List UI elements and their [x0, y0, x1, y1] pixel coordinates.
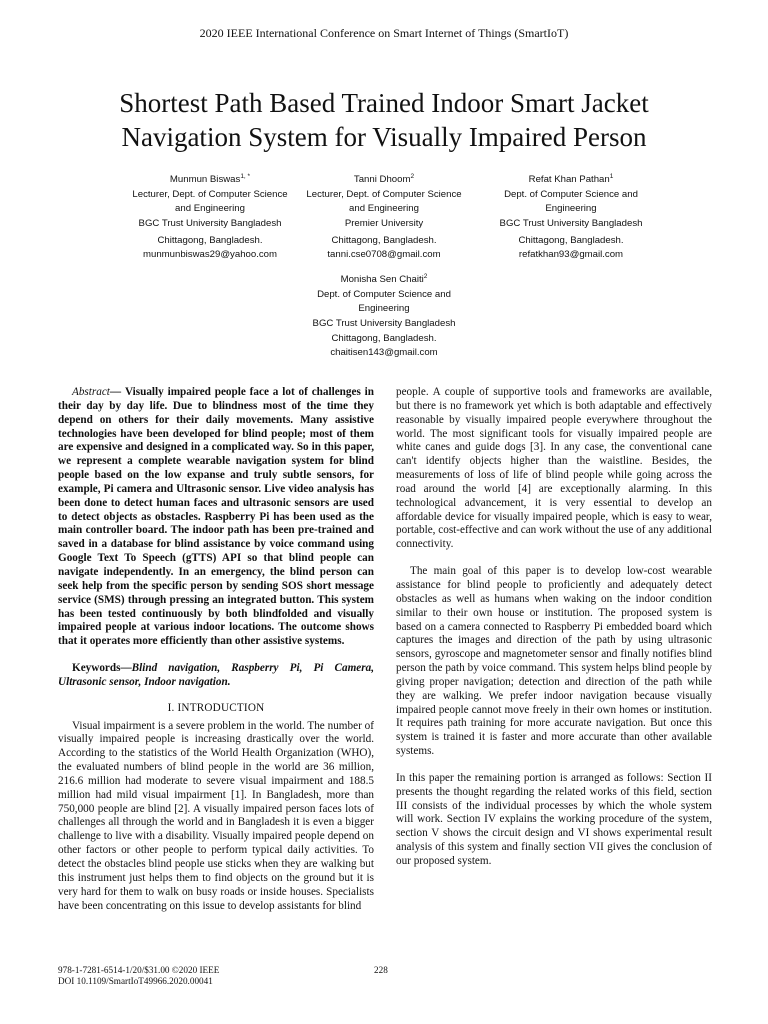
author-affiliation-line: and Engineering [349, 203, 419, 215]
author-name: Tanni Dhoom$^2$ [353, 173, 415, 186]
author-email: refatkhan93@gmail.com [518, 249, 624, 261]
author-affiliation-line: BGC Trust University Bangladesh [499, 217, 643, 229]
author-affiliation-line: Engineering [358, 303, 410, 315]
author-affiliation-line: Lecturer, Dept. of Computer Science [306, 188, 462, 200]
author-email: chaitisen143@gmail.com [330, 347, 438, 359]
goal-paragraph: The main goal of this paper is to develop low-cost wearable assistance for blind people to proficiently and adequately detect obstacles as well as humans when waking on the indoor condition similar to their own house or institution. The proposed system is based on a camera connected to Raspberry Pi embedded board which captures the images and direction of the path by using ultrasonic sensors, gyroscope and magnetometer sensor and finally notifies blind person the path by voice command. This system helps blind people by giving proper navigation; detection and direction of the path while they are walking. We prefer indoor navigation because visually impaired people cannot move freely in their own homes or institution. It requires path training for more accurate navigation. But once this system is trained it is faster and more accurate than other available systems. [396, 565, 712, 758]
author-email: tanni.cse0708@gmail.com [327, 249, 441, 261]
paper-title: Shortest Path Based Trained Indoor Smart Jacket Navigation System for Visually Impaired Person [119, 88, 649, 152]
abstract: Abstract— Visually impaired people face a lot of challenges in their day by day life. Due to blindness most of the time they depend on others for their daily movements. Many assistive technologies have been developed for blind people; most of them are expensive and designed in a complicated way. So in this paper, we represent a complete wearable navigation system for blind people based on the low expanse and truly subtle sensors, for example, Pi camera and Ultrasonic sensor. Live video analysis has been done to detect human faces and ultrasonic sensors are used to detect objects as obstacles. Raspberry Pi has been used as the main controller board. The indoor path has been pre-trained and saved in a database for blind assistance by voice command using Google Text To Speech (gTTS) API so that blind people can navigate independently. In an emergency, the blind person can seek help from the specific person by sending SOS short message service (SMS) through pressing an integrated button. This system has been tested continuously by both blindfolded and visually impaired people at various indoor locations. The outcome shows that it operates more efficiently than other assistive systems. [58, 386, 374, 648]
left-column [58, 386, 374, 913]
author-email: munmunbiswas29@yahoo.com [143, 249, 277, 261]
footer-isbn: 978-1-7281-6514-1/20/$31.00 ©2020 IEEE [58, 965, 220, 975]
author-city: Chittagong, Bangladesh. [331, 234, 437, 246]
conference-header: 2020 IEEE International Conference on Smart Internet of Things (SmartIoT) [199, 26, 569, 40]
intro-paragraph-continued: people. A couple of supportive tools and frameworks are available, but there is no framework yet which is both adaptable and effectively reasonable by visually impaired people everywhere throughout the world. The most significant tools for visually impaired people are white canes and guide dogs [3]. In any case, the conventional cane can't identify objects higher than the waistline. Besides, the measurements of loss of life of blind people while going across the road around the world [4] are exceptionally alarming. In this technological advancement, it is very essential to develop an affordable device for visually impaired people, which is easy to wear, portable, cost-effective and can work without the use of any additional connectivity. [396, 386, 712, 551]
author-affiliation-line: BGC Trust University Bangladesh [138, 217, 282, 229]
author-affiliation-line: Engineering [545, 203, 597, 215]
right-column [396, 386, 712, 869]
footer-doi: DOI 10.1109/SmartIoT49966.2020.00041 [58, 976, 213, 986]
author-affiliation-line: Dept. of Computer Science and [504, 188, 638, 200]
author-affiliation-line: Premier University [344, 217, 424, 229]
intro-paragraph: Visual impairment is a severe problem in the world. The number of visually impaired people is increasing drastically over the world. According to the statistics of the World Health Organization (WHO), the evaluated numbers of blind people in the world are 36 million, 216.6 million had moderate to severe visual impairment and 188.5 million had mild visual impairment [1]. In Bangladesh, more than 750,000 people are blind [2]. A visually impaired person faces lots of challenges all through the world and in Bangladesh it is even a bigger challenge to live with a disability. Visually impaired people depend on other factors or other people to perform typical daily activities. To detect the obstacles blind people use sticks when they are walking but this instrument just helps them to find objects on the ground but it is very hard for them to walk on busy roads or inside houses. Specialists have been concentrating on this issue to develop assistants for blind [58, 719, 374, 912]
keywords [58, 662, 374, 690]
keywords-label: Keywords— [72, 662, 132, 675]
author-name: Refat Khan Pathan$^1$ [528, 173, 614, 186]
author-city: Chittagong, Bangladesh. [157, 234, 263, 246]
page-number: 228 [374, 965, 388, 975]
footer-info [58, 965, 219, 987]
section-heading: I. INTRODUCTION [167, 701, 265, 714]
author-city: Chittagong, Bangladesh. [331, 332, 437, 344]
author-affiliation-line: BGC Trust University Bangladesh [312, 317, 456, 329]
abstract-label: Abstract [72, 386, 110, 398]
author-block-3 [456, 170, 686, 263]
author-affiliation-line: Lecturer, Dept. of Computer Science [132, 188, 288, 200]
author-affiliation-line: and Engineering [175, 203, 245, 215]
keywords-text: Blind navigation, Raspberry Pi, Pi Camera, Ultrasonic sensor, Indoor navigation. [58, 662, 374, 688]
author-name: Monisha Sen Chaiti$^2$ [340, 273, 428, 286]
organization-paragraph: In this paper the remaining portion is arranged as follows: Section II presents the thought regarding the related works of this field, section III consists of the individual processes by which the whole system will work. Section IV explains the working procedure of the system, section V shows the circuit design and VI shows experimental result analysis of this system and finally section VII gives the conclusion of our proposed system. [396, 771, 712, 867]
author-name: Munmun Biswas$^{1, *}$ [169, 173, 251, 186]
author-block-4 [269, 270, 499, 361]
author-city: Chittagong, Bangladesh. [518, 234, 624, 246]
abstract-text: Visually impaired people face a lot of challenges in their day by day life. Due to blindness most of the time they depend on others for their daily movements. Many assistive technologies have been developed for blind people; most of them are expensive and designed in a complicated way. So in this paper, we represent a complete wearable navigation system for blind people based on the low expanse and truly subtle sensors, for example, Pi camera and Ultrasonic sensor. Live video analysis has been done to detect human faces and ultrasonic sensors are used to detect objects as obstacles. Raspberry Pi has been used as the main controller board. The indoor path has been pre-trained and saved in a database for blind assistance by voice command using Google Text To Speech (gTTS) API so that blind people can navigate independently. In an emergency, the blind person can seek help from the specific person by sending SOS short message service (SMS) through pressing an integrated button. This system has been tested continuously by both blindfolded and visually impaired people at various indoor locations. The outcome shows that it operates more efficiently than other assistive systems. [58, 386, 374, 648]
author-affiliation-line: Dept. of Computer Science and [317, 288, 451, 300]
